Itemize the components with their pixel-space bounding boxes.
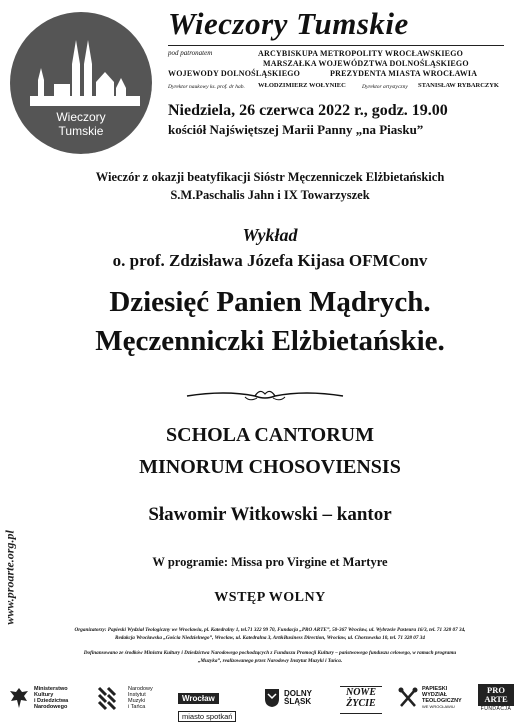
crossed-keys-icon xyxy=(398,687,418,709)
artistic-director-label: Dyrektor artystyczny xyxy=(362,84,408,90)
wroclaw-top-label: Wrocław xyxy=(178,693,219,704)
ornament-divider-icon xyxy=(185,386,345,406)
organizers-line-2: Redakcja Wrocławska „Gościa Niedzielnego”, Wrocław, ul. Katedralna 3, Art&Business Direction, Wrocław, ul. Chorzowska 10, tel. 71 328 07 34 xyxy=(115,635,425,641)
logo-text: Wieczory Tumskie xyxy=(56,110,106,138)
intro-line-2: S.M.Paschalis Jahn i IX Towarzyszek xyxy=(170,188,370,202)
sponsor-nowe-zycie xyxy=(340,686,382,714)
organizers-line-1: Organizatorzy: Papieski Wydział Teologiczny we Wrocławiu, pl. Katedralny 1, tel.71 322 99 70, Fundacja „PRO ARTE”, 50-367 Wrocław, ul. Wybrzeże Pasteura 16/3, tel. 71 328 07 34, xyxy=(74,627,466,633)
lecture-title-2: Męczenniczki Elżbietańskie. xyxy=(95,325,445,357)
funding-line-2: „Muzyka”, realizowanego przez Narodowy Instytut Muzyki i Tańca. xyxy=(197,658,343,664)
sponsor-wroclaw xyxy=(178,688,250,721)
dolny-slask-label: DOLNY ŚLĄSK xyxy=(284,689,312,706)
pro-arte-label: PRO ARTE xyxy=(478,684,514,706)
event-date: Niedziela, 26 czerwca 2022 r., godz. 19.00 xyxy=(168,102,448,119)
sponsor-pro-arte xyxy=(478,684,514,714)
ministry-label: Ministerstwo Kultury i Dziedzictwa Narodowego xyxy=(34,686,69,710)
sponsor-dolny-slask xyxy=(264,683,324,713)
pwt-sub-label: WE WROCŁAWIU xyxy=(422,704,455,709)
nimit-logo-icon xyxy=(96,685,124,711)
dolny-slask-crest-icon xyxy=(264,688,280,708)
director-label: Dyrektor naukowy ks. prof. dr hab. xyxy=(168,84,245,90)
program: W programie: Missa pro Virgine et Martyre xyxy=(152,555,388,569)
patron-archbishop: ARCYBISKUPA METROPOLITY WROCŁAWSKIEGO xyxy=(258,49,464,58)
event-venue: kościół Najświętszej Marii Panny „na Piasku” xyxy=(168,122,424,137)
artistic-director-name: STANISŁAW RYBARCZYK xyxy=(418,82,499,89)
lecture-speaker: o. prof. Zdzisława Józefa Kijasa OFMConv xyxy=(112,251,428,270)
title-divider xyxy=(168,45,504,46)
patron-voivode: WOJEWODY DOLNOŚLĄSKIEGO xyxy=(168,69,301,78)
sponsor-nimit xyxy=(96,683,166,713)
nimit-label: Narodowy Instytut Muzyki i Tańca xyxy=(128,686,153,710)
funding-line-1: Dofinansowano ze środków Ministra Kultury i Dziedzictwa Narodowego pochodzących z Funduszu Promocji Kultury – państwowego funduszu celowego, w ramach programu xyxy=(83,650,457,656)
website-url[interactable]: www.proarte.org.pl xyxy=(2,530,17,625)
sponsor-pwt xyxy=(398,683,464,713)
patron-mayor: PREZYDENTA MIASTA WROCŁAWIA xyxy=(330,69,478,78)
sponsor-ministry xyxy=(8,683,80,713)
pwt-label: PAPIESKI WYDZIAŁ TEOLOGICZNY xyxy=(422,686,462,704)
patronage-label: pod patronatem xyxy=(168,49,213,57)
ensemble-name-2: MINORUM CHOSOVIENSIS xyxy=(139,456,401,478)
wieczory-tumskie-logo xyxy=(10,12,152,154)
lecture-label: Wykład xyxy=(242,225,298,245)
pro-arte-sub-label: FUNDACJA xyxy=(480,706,512,712)
patron-marshal: MARSZAŁKA WOJEWÓDZTWA DOLNOŚLĄSKIEGO xyxy=(263,59,469,68)
admission: WSTĘP WOLNY xyxy=(214,590,326,605)
ensemble-name-1: SCHOLA CANTORUM xyxy=(166,424,374,446)
intro-line-1: Wieczór z okazji beatyfikacji Sióstr Męczenniczek Elżbietańskich xyxy=(95,170,445,184)
lecture-title-1: Dziesięć Panien Mądrych. xyxy=(109,286,431,318)
wroclaw-bottom-label: miasto spotkań xyxy=(178,711,236,722)
conductor: Sławomir Witkowski – kantor xyxy=(148,504,392,525)
director-name: WŁODZIMIERZ WOŁYNIEC xyxy=(258,82,346,89)
eagle-emblem-icon xyxy=(8,686,30,710)
nowe-zycie-label: NOWE ŻYCIE xyxy=(345,687,376,709)
page-title: Wieczory Tumskie xyxy=(168,6,409,41)
